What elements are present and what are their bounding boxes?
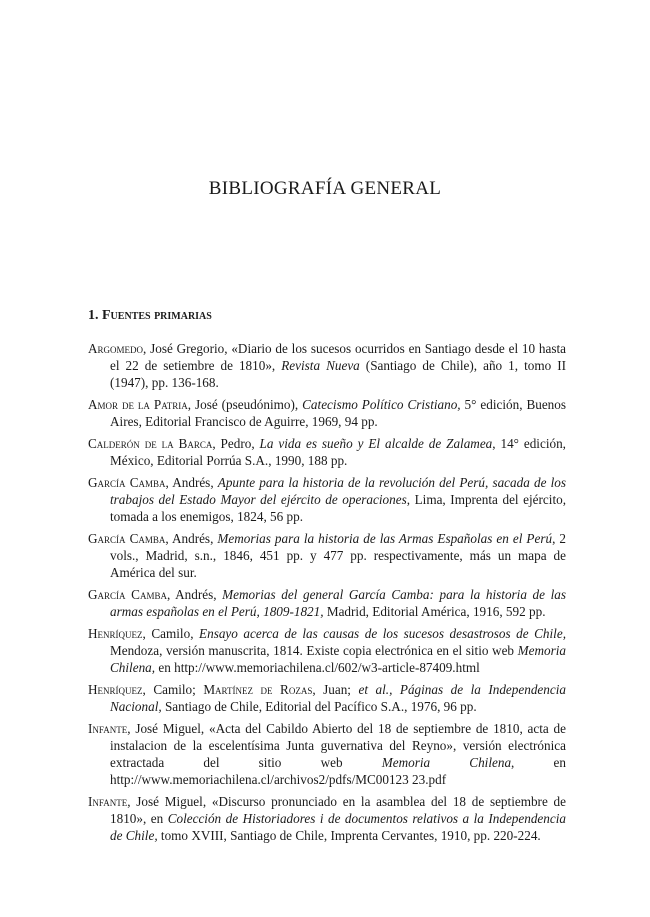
entry-italic-text: Revista Nueva	[281, 358, 360, 373]
entry-author: García Camba	[88, 475, 166, 490]
entry-text: , José Miguel, «Acta del Cabildo Abierto del 18 de septiembre de 1810, acta de instalacion de la escelentísima Junta guvernativa del Reyno», versión electrónica extractada del sitio web	[110, 721, 566, 770]
entry-author: Infante	[88, 721, 128, 736]
entry-text: , Camilo,	[142, 626, 200, 641]
entry-text: , Juan;	[312, 682, 359, 697]
bibliography-entry	[88, 720, 566, 788]
entry-text: , 14° edición, México, Editorial Porrúa S.A., 1990, 188 pp.	[110, 436, 566, 468]
bibliography-entry	[88, 681, 566, 715]
entry-author: Henríquez	[88, 626, 143, 641]
entry-italic-text: La vida es sueño y El alcalde de Zalamea	[259, 436, 493, 451]
entry-author: Amor de la Patria	[88, 397, 188, 412]
entry-text: 5° edición, Buenos Aires, Editorial Francisco de Aguirre, 1969, 94 pp.	[110, 397, 567, 429]
entry-text: , Andrés,	[166, 587, 223, 602]
entry-text: , Pedro,	[212, 436, 260, 451]
section-heading	[88, 308, 212, 324]
entry-author: Calderón de la Barca	[88, 436, 213, 451]
bibliography-entry	[88, 396, 566, 430]
entry-italic-text: Memoria Chilena,	[110, 643, 566, 675]
entry-text: , Andrés,	[165, 475, 218, 490]
bibliography-list	[88, 340, 566, 849]
entry-text: , Lima, Imprenta del ejército, tomada a los enemigos, 1824, 56 pp.	[110, 492, 566, 524]
entry-text: Santiago de Chile, Editorial del Pacífico S.A., 1976, 96 pp.	[161, 699, 477, 714]
entry-text: (Santiago de Chile), año 1, tomo II (1947), pp. 136-168.	[110, 358, 566, 390]
bibliography-entry	[88, 625, 566, 676]
entry-text: , Camilo;	[142, 682, 204, 697]
entry-text: , José (pseudónimo),	[187, 397, 303, 412]
section-number: 1.	[88, 308, 99, 323]
entry-text: , José Miguel, «Discurso pronunciado en la asamblea del 18 de septiembre de 1810», en	[110, 794, 566, 826]
bibliography-entry	[88, 586, 566, 620]
entry-italic-text: et al., Páginas de la Independencia Nacional,	[110, 682, 566, 714]
bibliography-entry	[88, 793, 566, 844]
bibliography-entry	[88, 474, 566, 525]
entry-italic-text: Ensayo acerca de las causas de los sucesos desastrosos de Chile,	[199, 626, 566, 641]
entry-text: , 2 vols., Madrid, s.n., 1846, 451 pp. y 477 pp. respectivamente, más un mapa de América del sur.	[110, 531, 566, 580]
entry-italic-text: Memorias para la historia de las Armas Españolas en el Perú	[217, 531, 553, 546]
entry-author: García Camba	[88, 531, 166, 546]
entry-italic-text: Memoria Chilena	[381, 755, 512, 770]
bibliography-entry	[88, 340, 566, 391]
entry-italic-text: Catecismo Político Cristiano,	[302, 397, 461, 412]
entry-author: Infante	[88, 794, 128, 809]
entry-author: García Camba	[88, 587, 167, 602]
entry-author: Argomedo	[88, 341, 144, 356]
bibliography-entry	[88, 435, 566, 469]
entry-text: , en http://www.memoriachilena.cl/archivos2/pdfs/MC00123 23.pdf	[110, 755, 566, 787]
entry-text: Madrid, Editorial América, 1916, 592 pp.	[323, 604, 546, 619]
entry-text: en http://www.memoriachilena.cl/602/w3-article-87409.html	[155, 660, 480, 675]
entry-italic-text: Apunte para la historia de la revolución del Perú, sacada de los trabajos del Estado Mayor del ejército de operaciones	[110, 475, 566, 507]
bibliography-entry	[88, 530, 566, 581]
entry-italic-text: Colección de Historiadores i de documentos relativos a la Independencia de Chile,	[110, 811, 566, 843]
entry-author: Henríquez	[88, 682, 143, 697]
entry-author: Martínez de Rozas	[203, 682, 313, 697]
entry-text: , Andrés,	[165, 531, 218, 546]
entry-italic-text: Memorias del general García Camba: para la historia de las armas españolas en el Perú, 1809-1821,	[110, 587, 567, 619]
entry-text: tomo XVIII, Santiago de Chile, Imprenta Cervantes, 1910, pp. 220-224.	[157, 828, 541, 843]
page-title: BIBLIOGRAFÍA GENERAL	[208, 178, 442, 199]
entry-text: Mendoza, versión manuscrita, 1814. Existe copia electrónica en el sitio web	[110, 643, 518, 658]
entry-text: , José Gregorio, «Diario de los sucesos ocurridos en Santiago desde el 10 hasta el 22 de setiembre de 1810»,	[110, 341, 566, 373]
section-title: Fuentes primarias	[102, 308, 212, 323]
